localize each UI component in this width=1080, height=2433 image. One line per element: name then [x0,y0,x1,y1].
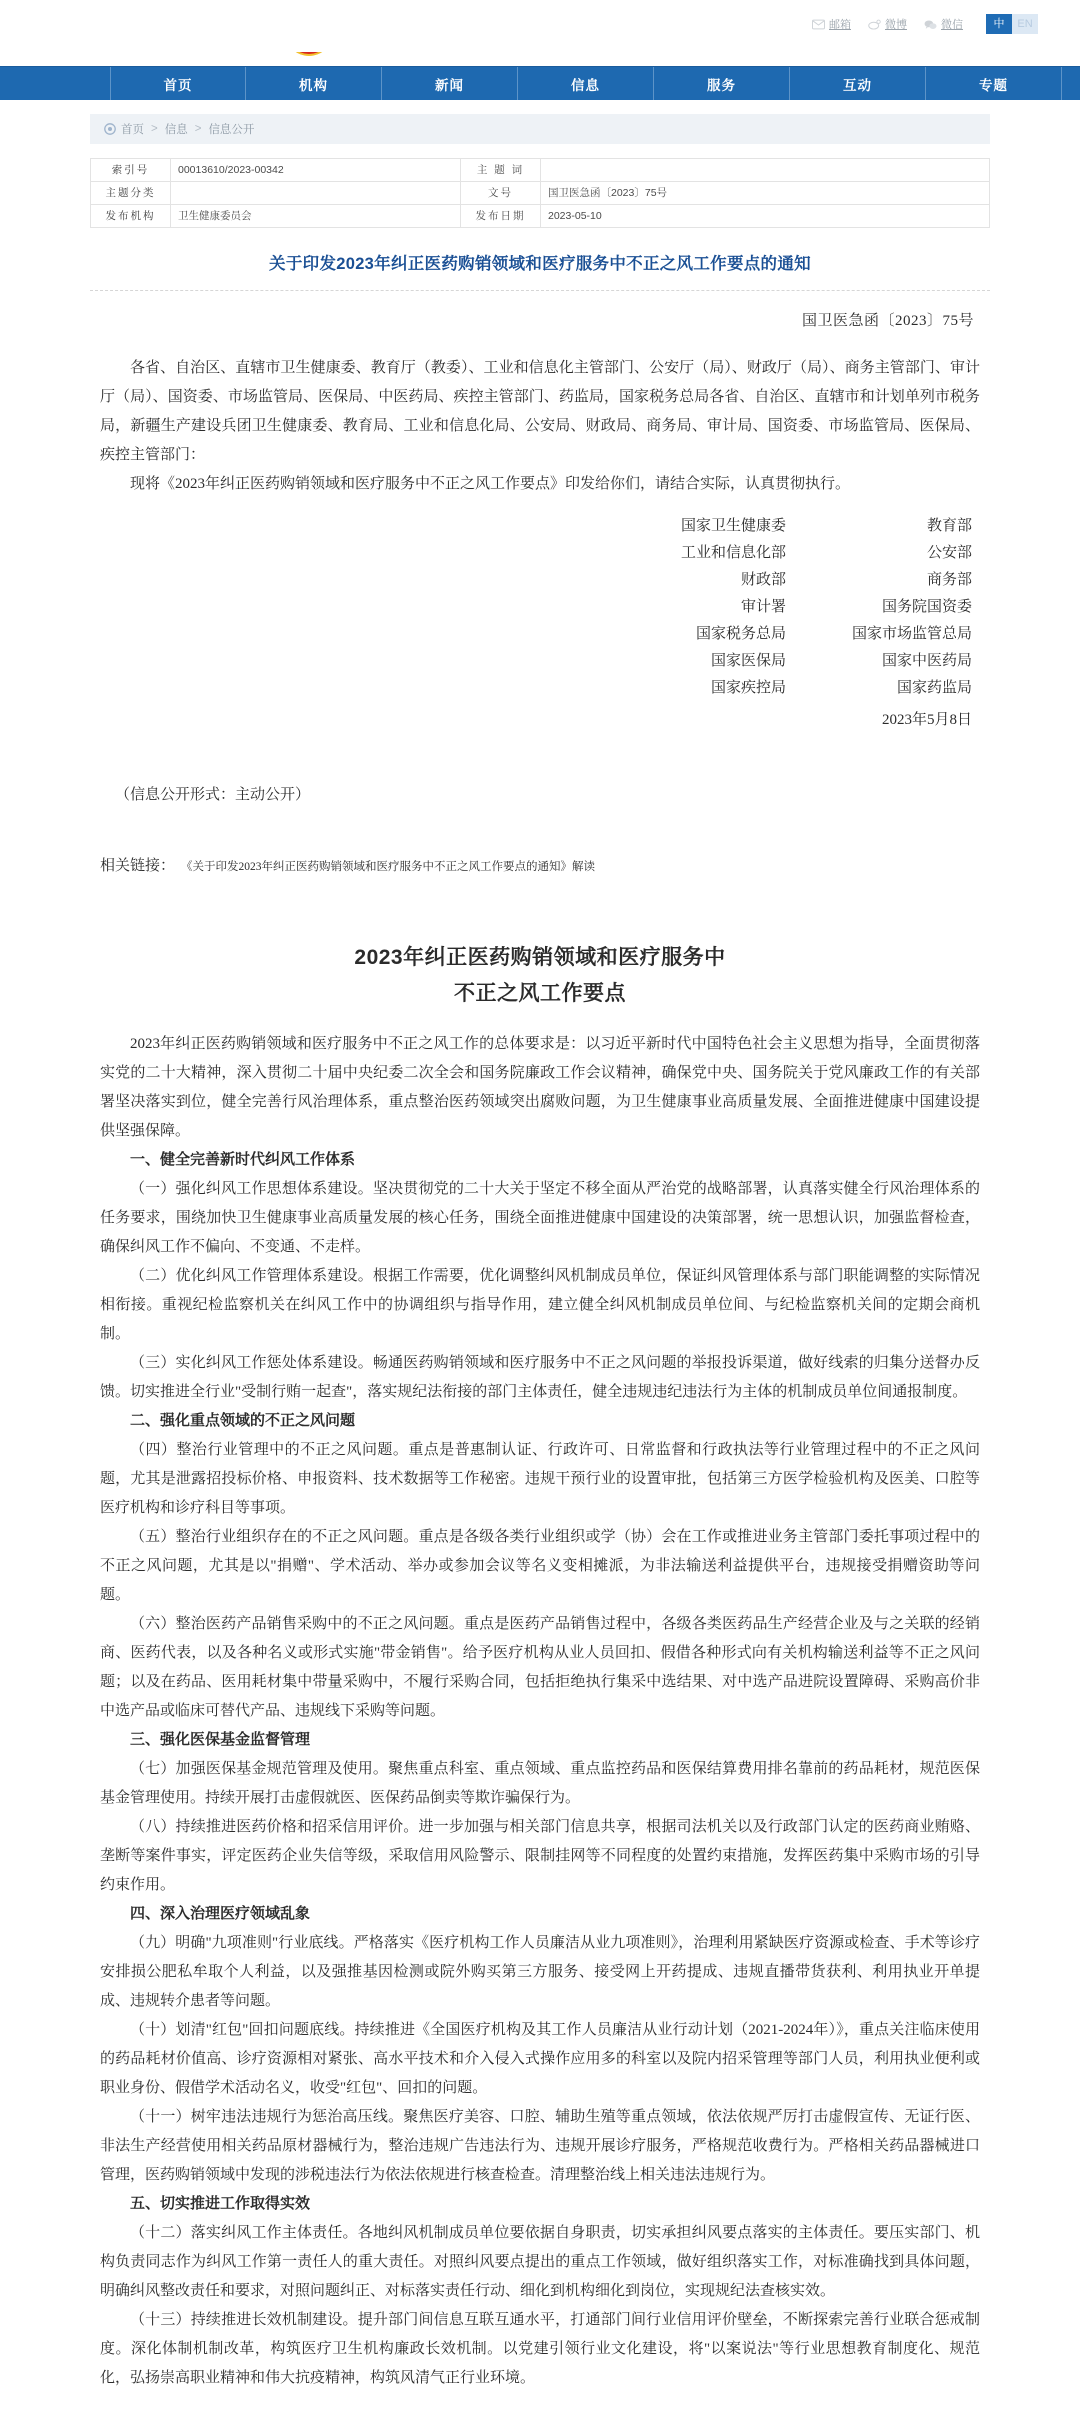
wechat-icon [924,19,937,30]
weibo-label: 微博 [885,19,907,31]
signatory: 审计署 [740,599,786,615]
breadcrumb-item-info-disclosure[interactable]: 信息公开 [208,124,255,136]
breadcrumb-item-information[interactable]: 信息 [164,124,188,136]
signatory: 国家药监局 [896,680,972,696]
signatory: 商务部 [926,572,972,588]
wechat-link[interactable] [924,16,963,32]
related-links-label: 相关链接： [100,858,176,874]
attachment-heading: 一、健全完善新时代纠风工作体系 [130,1152,356,1168]
wechat-label: 微信 [941,19,963,31]
attachment-paragraph: （十）划清"红包"回扣问题底线。持续推进《全国医疗机构及其工作人员廉洁从业行动计划（2021-2024年）》，重点关注临床使用的药品耗材价值高、诊疗资源相对紧张、高水平技术和介入侵入式操作应用多的科室以及院内招采管理等部门人员，利用执业便利或职业身份、假借学术活动名义，收受"红包"、回扣的问题。 [100,2022,980,2096]
attachment-heading: 五、切实推进工作取得实效 [130,2196,311,2212]
signature-block [100,513,980,702]
meta-value-index-number: 00013610/2023-00342 [171,159,461,182]
attachment-paragraph: （二）优化纠风工作管理体系建设。根据工作需要，优化调整纠风机制成员单位，保证纠风管理体系与部门职能调整的实际情况相衔接。重视纪检监察机关在纠风工作中的协调组织与指导作用，建立健全纠风机制成员单位间、与纪检监察机关间的定期会商机制。 [100,1268,980,1342]
meta-label-subject-category: 主题分类 [91,182,171,205]
nav-item-information[interactable]: 信息 [518,67,654,100]
attachment-paragraph: （五）整治行业组织存在的不正之风问题。重点是各级各类行业组织或学（协）会在工作或推进业务主管部门委托事项过程中的不正之风问题，尤其是以"捐赠"、学术活动、举办或参加会议等名义变相摊派，为非法输送利益提供平台，违规接受捐赠资助等问题。 [100,1529,980,1603]
meta-value-subject-category [171,182,461,205]
breadcrumb [90,114,990,144]
notice-body-paragraph: 现将《2023年纠正医药购销领域和医疗服务中不正之风工作要点》印发给你们，请结合实际，认真贯彻执行。 [130,476,851,492]
top-utility-bar [0,0,1080,52]
attachment-paragraph: （三）实化纠风工作惩处体系建设。畅通医药购销领域和医疗服务中不正之风问题的举报投诉渠道，做好线索的归集分送督办反馈。切实推进全行业"受制行贿一起查"，落实规纪法衔接的部门主体责任，健全违规违纪违法行为主体的机制成员单位间通报制度。 [100,1355,980,1400]
attachment-title-line-2: 不正之风工作要点 [454,982,626,1005]
signatory: 教育部 [926,518,972,534]
weibo-link[interactable] [868,16,907,32]
signatory: 国家卫生健康委 [680,518,786,534]
signatory: 国务院国资委 [881,599,972,615]
meta-label-publish-date: 发布日期 [461,205,541,228]
breadcrumb-separator-2: > [194,123,202,135]
mail-label: 邮箱 [829,19,851,31]
meta-value-publish-date: 2023-05-10 [541,205,990,228]
related-links [100,852,980,882]
nav-item-news[interactable]: 新闻 [382,67,518,100]
nav-item-organization[interactable]: 机构 [246,67,382,100]
meta-label-index-number: 索引号 [91,159,171,182]
nav-item-services[interactable]: 服务 [654,67,790,100]
signature-date: 2023年5月8日 [881,712,972,728]
nav-item-home[interactable]: 首页 [110,67,246,100]
attachment-paragraph: （四）整治行业管理中的不正之风问题。重点是普惠制认证、行政许可、日常监督和行政执法等行业管理过程中的不正之风问题，尤其是泄露招投标价格、申报资料、技术数据等工作秘密。违规干预行业的设置审批，包括第三方医学检验机构及医美、口腔等医疗机构和诊疗科目等事项。 [100,1442,980,1516]
signatory: 财政部 [740,572,786,588]
table-row [91,159,990,182]
addressee-paragraph: 各省、自治区、直辖市卫生健康委、教育厅（教委）、工业和信息化主管部门、公安厅（局）、财政厅（局）、商务主管部门、审计厅（局）、国资委、市场监管局、医保局、中医药局、疾控主管部门、药监局，国家税务总局各省、自治区、直辖市和计划单列市税务局，新疆生产建设兵团卫生健康委、教育局、工业和信息化局、公安局、财政局、商务局、审计局、国资委、市场监管局、医保局、疾控主管部门： [100,360,980,463]
publish-form-note: （信息公开形式：主动公开） [115,787,311,803]
attachment-paragraph: （九）明确"九项准则"行业底线。严格落实《医疗机构工作人员廉洁从业九项准则》，治理利用紧缺医疗资源或检查、手术等诊疗安排损公肥私牟取个人利益，以及强推基因检测或院外购买第三方服务、接受网上开药提成、违规直播带货获利、利用执业开单提成、违规转介患者等问题。 [100,1935,980,2009]
meta-label-doc-number: 文号 [461,182,541,205]
breadcrumb-item-home[interactable]: 首页 [121,124,144,136]
signatory: 国家医保局 [710,653,786,669]
table-row [91,182,990,205]
document-number: 国卫医急函〔2023〕75号 [801,313,974,329]
meta-label-subject-keyword: 主 题 词 [461,159,541,182]
lang-cn-button[interactable]: 中 [986,14,1012,34]
weibo-icon [868,19,881,30]
lang-en-button[interactable]: EN [1012,14,1038,34]
signatory: 公安部 [926,545,972,561]
attachment-heading: 三、强化医保基金监督管理 [130,1732,311,1748]
meta-value-subject-keyword [541,159,990,182]
location-pin-icon [104,123,116,135]
nav-item-interaction[interactable]: 互动 [790,67,926,100]
attachment-heading: 四、深入治理医疗领域乱象 [130,1906,311,1922]
mail-icon [812,19,825,30]
utility-links [812,14,1038,34]
signatory: 国家市场监管总局 [851,626,972,642]
signatories-right-column [852,513,972,702]
document-metadata-table [90,158,990,228]
signatory: 国家中医药局 [881,653,972,669]
attachment-title-line-1: 2023年纠正医药购销领域和医疗服务中 [354,946,726,969]
related-link-interpretation[interactable]: 《关于印发2023年纠正医药购销领域和医疗服务中不正之风工作要点的通知》解读 [181,861,596,873]
attachment-document [100,940,980,2393]
article-body [100,291,980,2433]
language-switcher[interactable] [986,14,1038,34]
attachment-paragraph: （一）强化纠风工作思想体系建设。坚决贯彻党的二十大关于坚定不移全面从严治党的战略部署，认真落实健全行风治理体系的任务要求，围绕加快卫生健康事业高质量发展的核心任务，围绕全面推进健康中国建设的决策部署，统一思想认识，加强监督检查，确保纠风工作不偏向、不变通、不走样。 [100,1181,980,1255]
mail-link[interactable] [812,16,851,32]
signatory: 国家税务总局 [695,626,786,642]
nav-item-topics[interactable]: 专题 [926,67,1062,100]
meta-label-issuing-agency: 发布机构 [91,205,171,228]
signatory: 工业和信息化部 [680,545,786,561]
attachment-paragraph: （八）持续推进医药价格和招采信用评价。进一步加强与相关部门信息共享，根据司法机关以及行政部门认定的医药商业贿赂、垄断等案件事实，评定医药企业失信等级，采取信用风险警示、限制挂网等不同程度的处置约束措施，发挥医药集中采购市场的引导约束作用。 [100,1819,980,1893]
signatories-left-column [681,513,786,702]
attachment-title [100,940,980,1012]
meta-value-issuing-agency: 卫生健康委员会 [171,205,461,228]
breadcrumb-separator-1: > [151,123,158,135]
attachment-heading: 二、强化重点领域的不正之风问题 [130,1413,356,1429]
attachment-paragraph: （七）加强医保基金规范管理及使用。聚焦重点科室、重点领域、重点监控药品和医保结算费用排名靠前的药品耗材，规范医保基金管理使用。持续开展打击虚假就医、医保药品倒卖等欺诈骗保行为。 [100,1761,980,1806]
meta-value-doc-number: 国卫医急函〔2023〕75号 [541,182,990,205]
attachment-paragraph: 2023年纠正医药购销领域和医疗服务中不正之风工作的总体要求是：以习近平新时代中国特色社会主义思想为指导，全面贯彻落实党的二十大精神，深入贯彻二十届中央纪委二次全会和国务院廉政工作会议精神，确保党中央、国务院关于党风廉政工作的有关部署坚决落实到位，健全完善行风治理体系，重点整治医药领域突出腐败问题，为卫生健康事业高质量发展、全面推进健康中国建设提供坚强保障。 [100,1036,980,1139]
signatory: 国家疾控局 [710,680,786,696]
attachment-paragraph: （十三）持续推进长效机制建设。提升部门间信息互联互通水平，打通部门间行业信用评价壁垒，不断探索完善行业联合惩戒制度。深化体制机制改革，构筑医疗卫生机构廉政长效机制。以党建引领行业文化建设，将"以案说法"等行业思想教育制度化、规范化，弘扬崇高职业精神和伟大抗疫精神，构筑风清气正行业环境。 [100,2312,980,2386]
attachment-paragraph: （六）整治医药产品销售采购中的不正之风问题。重点是医药产品销售过程中，各级各类医药品生产经营企业及与之关联的经销商、医药代表，以及各种名义或形式实施"带金销售"。给予医疗机构从业人员回扣、假借各种形式向有关机构输送利益等不正之风问题；以及在药品、医用耗材集中带量采购中，不履行采购合同，包括拒绝执行集采中选结果、对中选产品进院设置障碍、采购高价非中选产品或临床可替代产品、违规线下采购等问题。 [100,1616,980,1719]
table-row [91,205,990,228]
main-navigation [0,66,1080,100]
attachment-paragraph: （十一）树牢违法违规行为惩治高压线。聚焦医疗美容、口腔、辅助生殖等重点领域，依法依规严厉打击虚假宣传、无证行医、非法生产经营使用相关药品原材器械行为，整治违规广告违法行为、违规开展诊疗服务，严格规范收费行为。严格相关药品器械进口管理，医药购销领域中发现的涉税违法行为依法依规进行核查检查。清理整治线上相关违法违规行为。 [100,2109,980,2183]
page-title: 关于印发2023年纠正医药购销领域和医疗服务中不正之风工作要点的通知 [90,250,990,291]
attachment-paragraph: （十二）落实纠风工作主体责任。各地纠风机制成员单位要依据自身职责，切实承担纠风要点落实的主体责任。要压实部门、机构负责同志作为纠风工作第一责任人的重大责任。对照纠风要点提出的重点工作领域，做好组织落实工作，对标准确找到具体问题，明确纠风整改责任和要求，对照问题纠正、对标落实责任行动、细化到机构细化到岗位，实现规纪法查核实效。 [100,2225,980,2299]
